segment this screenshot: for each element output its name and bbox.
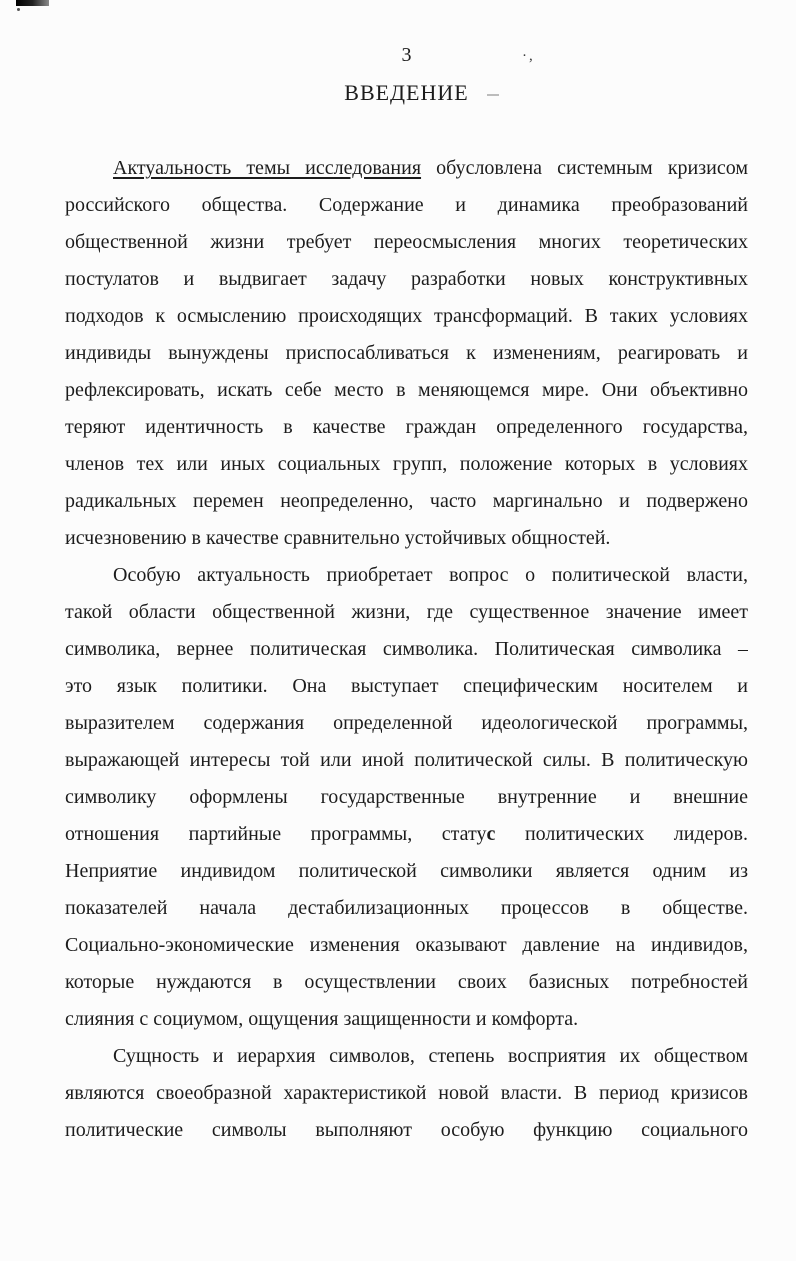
text-line: символику оформлены государственные внутренние и внешние — [65, 786, 748, 808]
scan-artifact-bar — [16, 0, 49, 6]
text-line: исчезновению в качестве сравнительно устойчивых общностей. — [65, 527, 611, 549]
text-line: слияния с социумом, ощущения защищенности и комфорта. — [65, 1008, 579, 1030]
text-line: показателей начала дестабилизационных процессов в обществе. — [65, 897, 748, 919]
text-line — [65, 150, 748, 187]
bold-letter: с — [486, 823, 496, 845]
text-line: такой области общественной жизни, где существенное значение имеет — [65, 601, 748, 623]
text-line: постулатов и выдвигает задачу разработки новых конструктивных — [65, 268, 748, 290]
text-segment: политических лидеров. — [495, 823, 748, 845]
scan-speck: ·, — [522, 48, 535, 64]
text-line: выражающей интересы той или иной политической силы. В политическую — [65, 749, 748, 771]
text-segment: обусловлена системным кризисом — [421, 157, 748, 179]
scan-artifact-dot — [17, 8, 20, 11]
text-line: Особую актуальность приобретает вопрос о политической власти, — [113, 564, 748, 586]
text-line: российского общества. Содержание и динамика преобразований — [65, 194, 748, 216]
text-line: которые нуждаются в осуществлении своих базисных потребностей — [65, 971, 748, 993]
text-line: подходов к осмыслению происходящих трансформаций. В таких условиях — [65, 305, 748, 327]
underlined-thesis-phrase: Актуальность темы исследования — [113, 157, 422, 179]
text-line: радикальных перемен неопределенно, часто маргинально и подвержено — [65, 490, 748, 512]
text-line: выразителем содержания определенной идеологической программы, — [65, 712, 748, 734]
page-number: 3 — [401, 44, 412, 66]
text-line — [65, 816, 748, 853]
text-line: символика, вернее политическая символика. Политическая символика – — [65, 638, 748, 660]
text-segment: отношения партийные программы, стату — [65, 823, 487, 845]
text-line: политические символы выполняют особую функцию социального — [65, 1119, 748, 1141]
text-line: рефлексировать, искать себе место в меняющемся мире. Они объективно — [65, 379, 748, 401]
text-line: являются своеобразной характеристикой новой власти. В период кризисов — [65, 1082, 748, 1104]
text-line: членов тех или иных социальных групп, положение которых в условиях — [65, 453, 748, 475]
body-text — [65, 150, 748, 1149]
text-line: теряют идентичность в качестве граждан определенного государства, — [65, 416, 748, 438]
text-line: Неприятие индивидом политической символики является одним из — [65, 860, 748, 882]
text-line: общественной жизни требует переосмысления многих теоретических — [65, 231, 748, 253]
text-line: Сущность и иерархия символов, степень восприятия их обществом — [113, 1045, 748, 1067]
text-line: Социально-экономические изменения оказывают давление на индивидов, — [65, 934, 748, 956]
text-line: это язык политики. Она выступает специфическим носителем и — [65, 675, 748, 697]
text-line: индивиды вынуждены приспосабливаться к изменениям, реагировать и — [65, 342, 748, 364]
section-title: ВВЕДЕНИЕ — [344, 80, 469, 105]
